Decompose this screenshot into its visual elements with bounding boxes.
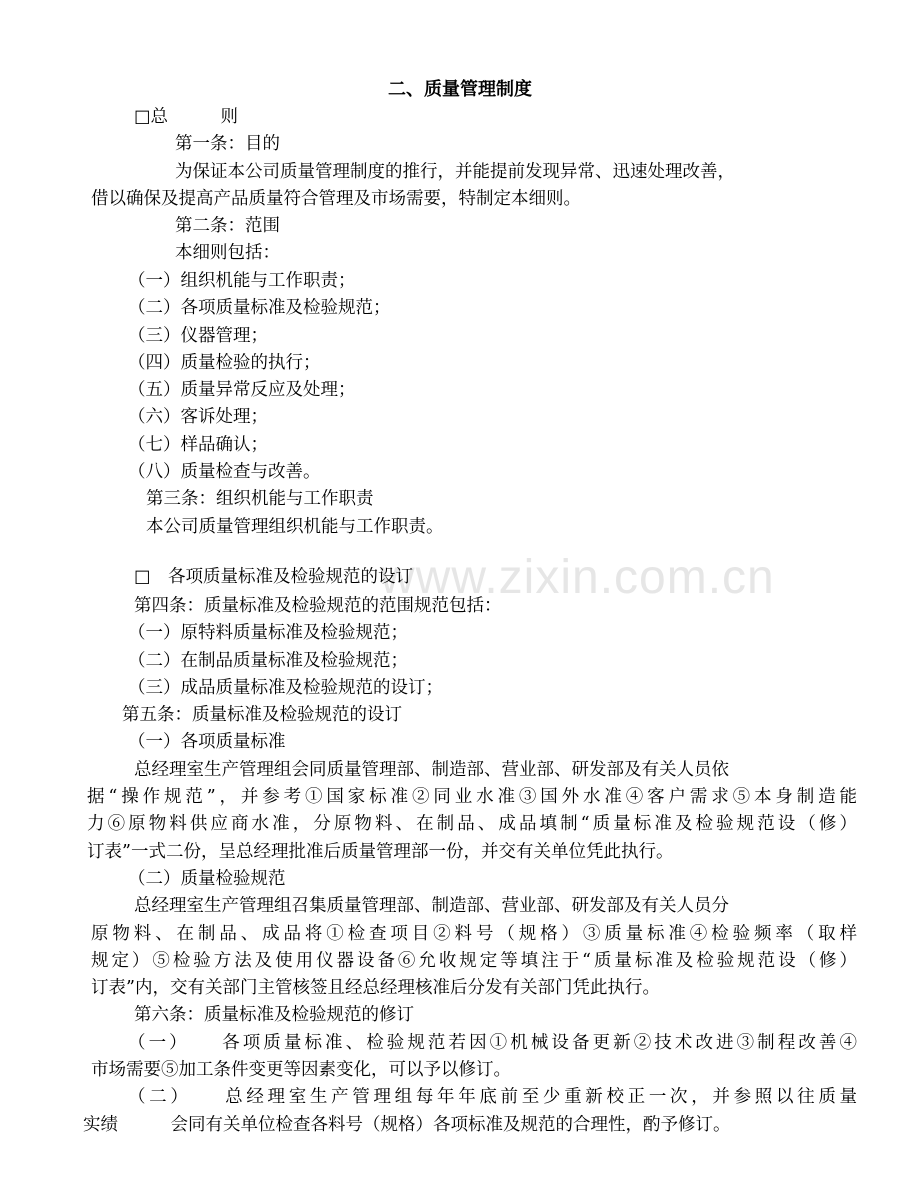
article-2-intro: 本细则包括： bbox=[175, 243, 280, 263]
scope-item: （二）各项质量标准及检验规范； bbox=[128, 298, 391, 318]
article-5-paragraph-line: 原物料、在制品、成品将①检查项目②料号（规格）③质量标准④检验频率（取样 bbox=[91, 924, 857, 944]
article-1-title: 第一条：目的 bbox=[175, 134, 280, 154]
article-4-title: 第四条：质量标准及检验规范的范围规范包括： bbox=[134, 596, 502, 616]
article-6-paragraph-line: （一） 各项质量标准、检验规范若因①机械设备更新②技术改进③制程改善④ bbox=[128, 1033, 857, 1053]
article-4-item: （二）在制品质量标准及检验规范； bbox=[128, 651, 408, 671]
article-5-paragraph-line: 总经理室生产管理组召集质量管理部、制造部、营业部、研发部及有关人员分 bbox=[134, 896, 729, 916]
section-heading-standards: □ 各项质量标准及检验规范的设订 bbox=[134, 567, 414, 587]
article-5-paragraph-line: 订表”内，交有关部门主管核签且经总经理核准后分发有关部门凭此执行。 bbox=[91, 978, 660, 998]
doc-title: 二、质量管理制度 bbox=[388, 79, 532, 100]
section-heading-general: □总 则 bbox=[134, 107, 239, 127]
scope-item: （八）质量检查与改善。 bbox=[128, 462, 321, 482]
article-5-paragraph-line: 总经理室生产管理组会同质量管理部、制造部、营业部、研发部及有关人员依 bbox=[134, 760, 729, 780]
article-6-title: 第六条：质量标准及检验规范的修订 bbox=[134, 1005, 414, 1025]
scope-item: （四）质量检验的执行； bbox=[128, 353, 321, 373]
article-4-item: （一）原特料质量标准及检验规范； bbox=[128, 623, 408, 643]
scope-item: （三）仪器管理； bbox=[128, 326, 268, 346]
article-5-subheading: （一）各项质量标准 bbox=[128, 732, 286, 752]
article-6-paragraph-line: 市场需要⑤加工条件变更等因素变化，可以予以修订。 bbox=[91, 1060, 511, 1080]
article-5-paragraph-line: 规定）⑤检验方法及使用仪器设备⑥允收规定等填注于“质量标准及检验规范设（修） bbox=[91, 951, 857, 971]
watermark: www.zixin.com.cn bbox=[380, 551, 775, 604]
scope-item: （五）质量异常反应及处理； bbox=[128, 380, 356, 400]
scope-item: （七）样品确认； bbox=[128, 435, 268, 455]
article-6-paragraph-line: （二） 总经理室生产管理组每年年底前至少重新校正一次，并参照以往质量 bbox=[128, 1087, 857, 1107]
scope-item: （一）组织机能与工作职责； bbox=[128, 271, 356, 291]
article-1-paragraph-line: 为保证本公司质量管理制度的推行，并能提前发现异常、迅速处理改善， bbox=[175, 162, 735, 182]
article-5-paragraph-line: 力⑥原物料供应商水准，分原物料、在制品、成品填制“质量标准及检验规范设（修） bbox=[87, 814, 857, 834]
article-5-paragraph-line: 据“操作规范”，并参考①国家标准②同业水准③国外水准④客户需求⑤本身制造能 bbox=[87, 787, 857, 807]
article-5-paragraph-line: 订表”一式二份，呈总经理批准后质量管理部一份，并交有关单位凭此执行。 bbox=[87, 842, 674, 862]
article-2-title: 第二条：范围 bbox=[175, 216, 280, 236]
article-3-title: 第三条：组织机能与工作职责 bbox=[146, 489, 374, 509]
scope-item: （六）客诉处理； bbox=[128, 407, 268, 427]
article-3-body: 本公司质量管理组织机能与工作职责。 bbox=[146, 517, 444, 537]
article-1-paragraph-line: 借以确保及提高产品质量符合管理及市场需要，特制定本细则。 bbox=[91, 189, 581, 209]
article-4-item: （三）成品质量标准及检验规范的设订； bbox=[128, 678, 443, 698]
article-5-subheading: （二）质量检验规范 bbox=[128, 869, 286, 889]
article-6-paragraph-line: 实绩 会同有关单位检查各料号（规格）各项标准及规范的合理性，酌予修订。 bbox=[83, 1115, 731, 1135]
article-5-title: 第五条：质量标准及检验规范的设订 bbox=[122, 705, 402, 725]
